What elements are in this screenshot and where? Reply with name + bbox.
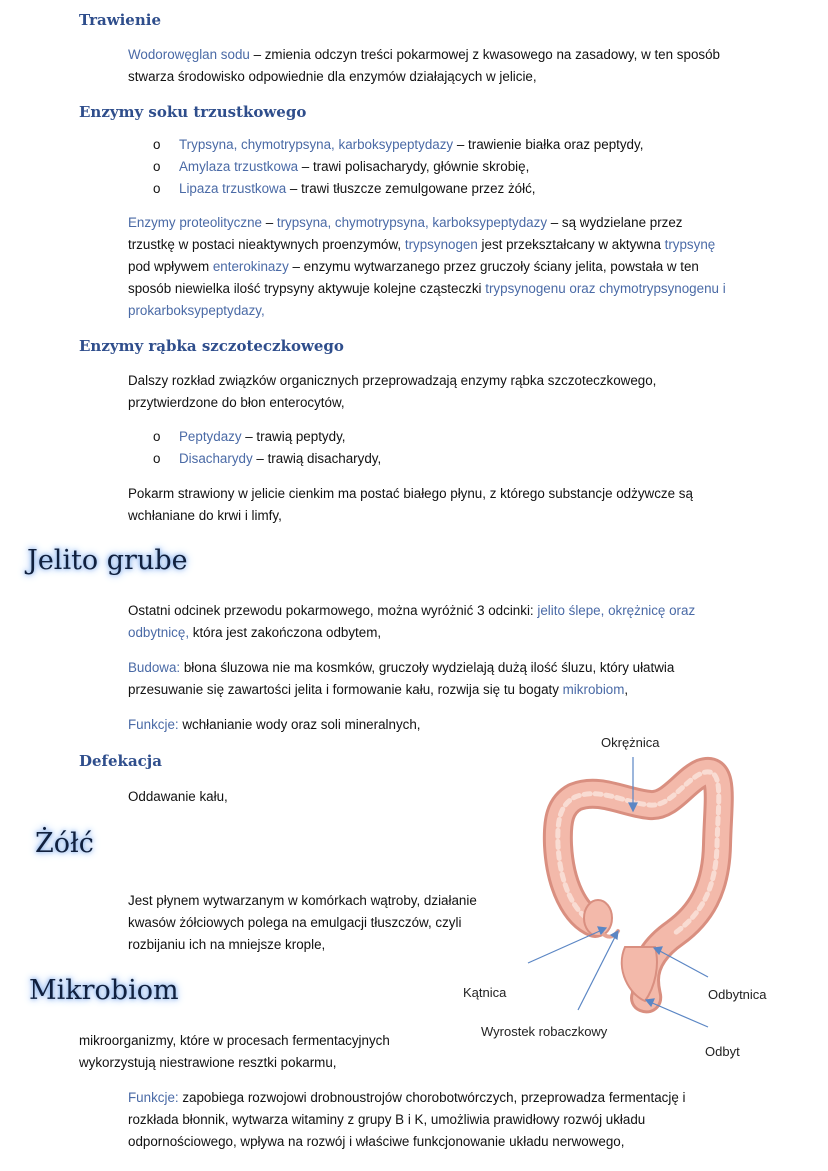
heading-mikrobiom: Mikrobiom [29,975,179,1006]
text: jest przekształcany w aktywna [477,237,665,252]
text: – trawi tłuszcze zemulgowane przez żółć, [286,181,536,196]
term-wodoroweglan: Wodorowęglan sodu [128,47,250,62]
term: Disacharydy [179,451,253,466]
text: – trawią peptydy, [241,429,346,444]
paragraph-proteolityczne [128,212,808,322]
heading-rabek: Enzymy rąbka szczoteczkowego [79,337,344,355]
text: – są wydzielane przez [547,215,683,230]
label-odbytnica: Odbytnica [708,987,767,1002]
term: trypsynę [664,237,716,252]
text: – trawienie białka oraz peptydy, [453,137,644,152]
arrow-odbyt [650,1002,708,1027]
text: Jest płynem wytwarzanym w komórkach wątroby, działanie [128,893,477,908]
arrow-wyrostek [578,935,616,1010]
label-funkcje: Funkcje: [128,717,179,732]
term: jelito ślepe, okrężnicę oraz [537,603,696,618]
text: błona śluzowa nie ma kosmków, gruczoły wydzielają dużą ilość śluzu, który ułatwia [180,660,675,675]
term: odbytnicę, [128,625,190,640]
term: trypsynogen [404,237,478,252]
text: sposób niewielka ilość trypsyny aktywuje kolejne cząsteczki [128,281,486,296]
term: Amylaza trzustkowa [179,159,299,174]
label-okreznica: Okrężnica [601,735,660,750]
text: Dalszy rozkład związków organicznych przeprowadzają enzymy rąbka szczoteczkowego, [128,373,657,388]
text: przesuwanie się zawartości jelita i formowanie kału, rozwija się tu bogaty [128,682,563,697]
bullet-list-trzustka [153,134,643,200]
paragraph-wodoroweglan [128,44,788,88]
heading-jelito-grube: Jelito grube [27,545,188,576]
list-item: o Peptydazy – trawią peptydy, [153,429,346,444]
term: Lipaza trzustkowa [179,181,287,196]
text: rozkłada błonnik, wytwarza witaminy z grupy B i K, umożliwia prawidłowy rozwój układu [128,1112,646,1127]
cecum [584,900,612,936]
arrow-odbytnica [658,950,708,977]
heading-zolc: Żółć [35,828,94,859]
term: prokarboksypeptydazy, [128,303,265,318]
text: – enzymu wytwarzanego przez gruczoły ściany jelita, powstała w ten [288,259,699,274]
heading-trawienie: Trawienie [79,11,161,29]
heading-defekacja: Defekacja [79,752,162,770]
text: mikroorganizmy, które w procesach fermentacyjnych [79,1033,390,1048]
paragraph-funkcje-mikrobiom [128,1087,818,1153]
text: , [624,682,629,697]
text: rozbijaniu ich na mniejsze krople, [128,937,326,952]
text: wykorzystują niestrawione resztki pokarmu, [79,1055,337,1070]
term: trypsynogenu oraz chymotrypsynogenu i [485,281,726,296]
label-wyrostek: Wyrostek robaczkowy [481,1024,608,1039]
heading-enzymy-trzustkowe: Enzymy soku trzustkowego [79,103,307,121]
term: mikrobiom [562,682,625,697]
text: stwarza środowisko odpowiednie dla enzymów działających w jelicie, [128,69,537,84]
label-funkcje: Funkcje: [128,1090,179,1105]
text: Ostatni odcinek przewodu pokarmowego, można wyróżnić 3 odcinki: [128,603,538,618]
text: pod wpływem [128,259,213,274]
term: Peptydazy [179,429,242,444]
text: wchłanianie wody oraz soli mineralnych, [178,717,421,732]
label-katnica: Kątnica [463,985,507,1000]
label-odbyt: Odbyt [705,1044,740,1059]
list-item: o Amylaza trzustkowa – trawi polisacharydy, głównie skrobię, [153,159,530,174]
arrow-katnica [528,930,602,963]
text: – trawią disacharydy, [252,451,382,466]
text: – zmienia odczyn treści pokarmowej z kwasowego na zasadowy, w ten sposób [249,47,720,62]
term: Enzymy proteolityczne [128,215,262,230]
text: zapobiega rozwojowi drobnoustrojów chorobotwórczych, przeprowadza fermentację i [178,1090,686,1105]
paragraph-rabek [128,370,788,414]
paragraph-mikrobiom [79,1030,459,1074]
bullet-list-rabek [153,426,381,470]
text: która jest zakończona odbytem, [189,625,382,640]
list-item: o Trypsyna, chymotrypsyna, karboksypeptydazy – trawienie białka oraz peptydy, [153,137,644,152]
term: trypsyna, chymotrypsyna, karboksypeptydazy [276,215,548,230]
text: trzustkę w postaci nieaktywnych proenzymów, [128,237,405,252]
text: kwasów żółciowych polega na emulgacji tłuszczów, czyli [128,915,462,930]
text: – trawi polisacharydy, głównie skrobię, [298,159,530,174]
paragraph-pokarm [128,483,808,527]
text: odpornościowego, wpływa na rozwój i właściwe funkcjonowanie układu nerwowego, [128,1134,625,1149]
label-budowa: Budowa: [128,660,181,675]
paragraph-budowa [128,657,808,701]
text: Pokarm strawiony w jelicie cienkim ma postać białego płynu, z którego substancje odżywcze są [128,486,693,501]
paragraph-funkcje-jelito [128,714,421,736]
list-item: o Lipaza trzustkowa – trawi tłuszcze zemulgowane przez żółć, [153,181,536,196]
paragraph-jelito [128,600,808,644]
text-defekacja: Oddawanie kału, [128,789,228,804]
list-item: o Disacharydy – trawią disacharydy, [153,451,382,466]
term: Trypsyna, chymotrypsyna, karboksypeptydazy [179,137,454,152]
term: enterokinazy [212,259,289,274]
text: – [261,215,277,230]
text: wchłaniane do krwi i limfy, [128,508,282,523]
text: przytwierdzone do błon enterocytów, [128,395,345,410]
large-intestine-diagram [440,725,820,1070]
